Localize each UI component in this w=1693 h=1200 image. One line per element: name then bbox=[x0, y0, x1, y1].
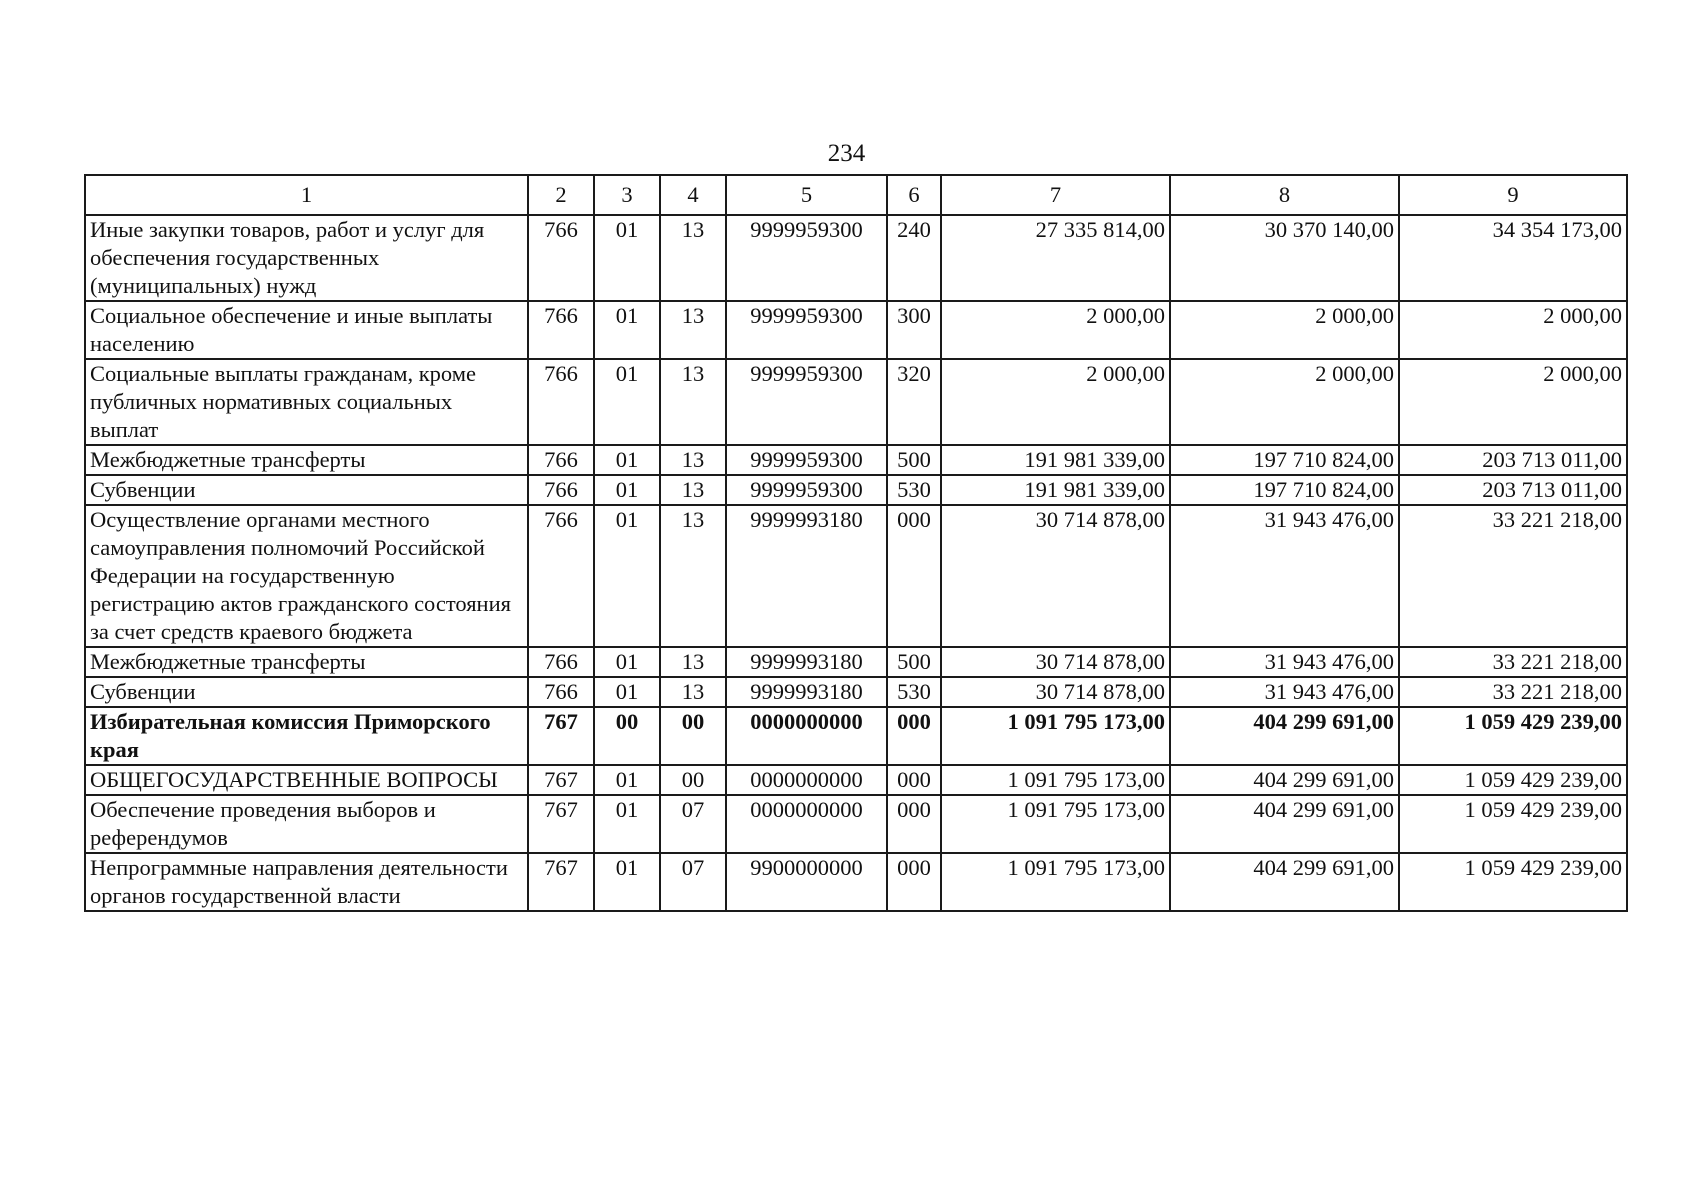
expense-type-cell: 000 bbox=[887, 795, 941, 853]
column-header: 7 bbox=[941, 175, 1170, 215]
amount-cell: 197 710 824,00 bbox=[1170, 475, 1399, 505]
code-cell: 767 bbox=[528, 765, 594, 795]
column-header: 6 bbox=[887, 175, 941, 215]
section-cell: 01 bbox=[594, 505, 660, 647]
amount-cell: 2 000,00 bbox=[941, 359, 1170, 445]
amount-cell: 404 299 691,00 bbox=[1170, 707, 1399, 765]
amount-cell: 27 335 814,00 bbox=[941, 215, 1170, 301]
expense-type-cell: 000 bbox=[887, 707, 941, 765]
column-header: 8 bbox=[1170, 175, 1399, 215]
row-name-cell: Осуществление органами местного самоуправления полномочий Российской Федерации на государственную регистрацию актов гражданского состояния за счет средств краевого бюджета bbox=[85, 505, 528, 647]
target-article-cell: 9999993180 bbox=[726, 677, 887, 707]
code-cell: 766 bbox=[528, 475, 594, 505]
amount-cell: 33 221 218,00 bbox=[1399, 677, 1627, 707]
code-cell: 766 bbox=[528, 505, 594, 647]
section-cell: 01 bbox=[594, 677, 660, 707]
code-cell: 766 bbox=[528, 359, 594, 445]
target-article-cell: 9999993180 bbox=[726, 505, 887, 647]
section-cell: 01 bbox=[594, 475, 660, 505]
table-row bbox=[85, 765, 1627, 795]
amount-cell: 30 714 878,00 bbox=[941, 677, 1170, 707]
budget-table bbox=[84, 174, 1628, 912]
column-header: 5 bbox=[726, 175, 887, 215]
amount-cell: 191 981 339,00 bbox=[941, 445, 1170, 475]
amount-cell: 191 981 339,00 bbox=[941, 475, 1170, 505]
table-row bbox=[85, 505, 1627, 647]
table-row bbox=[85, 475, 1627, 505]
section-cell: 01 bbox=[594, 647, 660, 677]
target-article-cell: 9999959300 bbox=[726, 445, 887, 475]
expense-type-cell: 000 bbox=[887, 505, 941, 647]
table-row bbox=[85, 647, 1627, 677]
expense-type-cell: 530 bbox=[887, 677, 941, 707]
code-cell: 766 bbox=[528, 301, 594, 359]
column-header: 2 bbox=[528, 175, 594, 215]
target-article-cell: 9999959300 bbox=[726, 215, 887, 301]
column-header: 3 bbox=[594, 175, 660, 215]
section-cell: 01 bbox=[594, 853, 660, 911]
target-article-cell: 0000000000 bbox=[726, 707, 887, 765]
column-header: 1 bbox=[85, 175, 528, 215]
amount-cell: 1 059 429 239,00 bbox=[1399, 765, 1627, 795]
amount-cell: 203 713 011,00 bbox=[1399, 445, 1627, 475]
page-number: 234 bbox=[827, 140, 866, 167]
subsection-cell: 13 bbox=[660, 445, 726, 475]
target-article-cell: 0000000000 bbox=[726, 765, 887, 795]
subsection-cell: 13 bbox=[660, 505, 726, 647]
subsection-cell: 13 bbox=[660, 647, 726, 677]
row-name-cell: Субвенции bbox=[85, 475, 528, 505]
amount-cell: 31 943 476,00 bbox=[1170, 677, 1399, 707]
expense-type-cell: 000 bbox=[887, 765, 941, 795]
amount-cell: 30 714 878,00 bbox=[941, 505, 1170, 647]
amount-cell: 33 221 218,00 bbox=[1399, 505, 1627, 647]
amount-cell: 404 299 691,00 bbox=[1170, 853, 1399, 911]
table-row bbox=[85, 445, 1627, 475]
amount-cell: 197 710 824,00 bbox=[1170, 445, 1399, 475]
amount-cell: 404 299 691,00 bbox=[1170, 765, 1399, 795]
amount-cell: 30 370 140,00 bbox=[1170, 215, 1399, 301]
target-article-cell: 9999959300 bbox=[726, 301, 887, 359]
table-row bbox=[85, 215, 1627, 301]
code-cell: 767 bbox=[528, 853, 594, 911]
row-name-cell: ОБЩЕГОСУДАРСТВЕННЫЕ ВОПРОСЫ bbox=[85, 765, 528, 795]
amount-cell: 2 000,00 bbox=[941, 301, 1170, 359]
amount-cell: 404 299 691,00 bbox=[1170, 795, 1399, 853]
amount-cell: 1 091 795 173,00 bbox=[941, 795, 1170, 853]
row-name-cell: Избирательная комиссия Приморского края bbox=[85, 707, 528, 765]
target-article-cell: 0000000000 bbox=[726, 795, 887, 853]
section-cell: 01 bbox=[594, 445, 660, 475]
subsection-cell: 13 bbox=[660, 301, 726, 359]
row-name-cell: Межбюджетные трансферты bbox=[85, 647, 528, 677]
expense-type-cell: 500 bbox=[887, 445, 941, 475]
target-article-cell: 9999959300 bbox=[726, 359, 887, 445]
table-row bbox=[85, 853, 1627, 911]
row-name-cell: Непрограммные направления деятельности органов государственной власти bbox=[85, 853, 528, 911]
amount-cell: 2 000,00 bbox=[1170, 359, 1399, 445]
code-cell: 766 bbox=[528, 445, 594, 475]
amount-cell: 1 059 429 239,00 bbox=[1399, 795, 1627, 853]
amount-cell: 2 000,00 bbox=[1399, 359, 1627, 445]
row-name-cell: Социальное обеспечение и иные выплаты населению bbox=[85, 301, 528, 359]
expense-type-cell: 530 bbox=[887, 475, 941, 505]
expense-type-cell: 000 bbox=[887, 853, 941, 911]
amount-cell: 2 000,00 bbox=[1170, 301, 1399, 359]
amount-cell: 33 221 218,00 bbox=[1399, 647, 1627, 677]
amount-cell: 1 091 795 173,00 bbox=[941, 765, 1170, 795]
section-cell: 01 bbox=[594, 765, 660, 795]
amount-cell: 1 091 795 173,00 bbox=[941, 707, 1170, 765]
table-row bbox=[85, 795, 1627, 853]
target-article-cell: 9900000000 bbox=[726, 853, 887, 911]
subsection-cell: 00 bbox=[660, 765, 726, 795]
code-cell: 766 bbox=[528, 647, 594, 677]
code-cell: 767 bbox=[528, 707, 594, 765]
subsection-cell: 13 bbox=[660, 677, 726, 707]
subsection-cell: 00 bbox=[660, 707, 726, 765]
expense-type-cell: 500 bbox=[887, 647, 941, 677]
row-name-cell: Обеспечение проведения выборов и референдумов bbox=[85, 795, 528, 853]
row-name-cell: Социальные выплаты гражданам, кроме публичных нормативных социальных выплат bbox=[85, 359, 528, 445]
expense-type-cell: 240 bbox=[887, 215, 941, 301]
table-body bbox=[85, 215, 1627, 911]
section-cell: 01 bbox=[594, 795, 660, 853]
target-article-cell: 9999959300 bbox=[726, 475, 887, 505]
amount-cell: 31 943 476,00 bbox=[1170, 647, 1399, 677]
table-row bbox=[85, 677, 1627, 707]
code-cell: 766 bbox=[528, 677, 594, 707]
header-row bbox=[85, 175, 1627, 215]
column-header: 9 bbox=[1399, 175, 1627, 215]
subsection-cell: 13 bbox=[660, 359, 726, 445]
amount-cell: 34 354 173,00 bbox=[1399, 215, 1627, 301]
table-row bbox=[85, 707, 1627, 765]
subsection-cell: 07 bbox=[660, 853, 726, 911]
section-cell: 01 bbox=[594, 359, 660, 445]
row-name-cell: Иные закупки товаров, работ и услуг для обеспечения государственных (муниципальных) нужд bbox=[85, 215, 528, 301]
amount-cell: 30 714 878,00 bbox=[941, 647, 1170, 677]
row-name-cell: Межбюджетные трансферты bbox=[85, 445, 528, 475]
amount-cell: 1 091 795 173,00 bbox=[941, 853, 1170, 911]
column-header: 4 bbox=[660, 175, 726, 215]
expense-type-cell: 320 bbox=[887, 359, 941, 445]
table-row bbox=[85, 301, 1627, 359]
section-cell: 01 bbox=[594, 215, 660, 301]
target-article-cell: 9999993180 bbox=[726, 647, 887, 677]
subsection-cell: 13 bbox=[660, 215, 726, 301]
code-cell: 767 bbox=[528, 795, 594, 853]
section-cell: 01 bbox=[594, 301, 660, 359]
subsection-cell: 13 bbox=[660, 475, 726, 505]
expense-type-cell: 300 bbox=[887, 301, 941, 359]
amount-cell: 31 943 476,00 bbox=[1170, 505, 1399, 647]
section-cell: 00 bbox=[594, 707, 660, 765]
amount-cell: 203 713 011,00 bbox=[1399, 475, 1627, 505]
table-row bbox=[85, 359, 1627, 445]
subsection-cell: 07 bbox=[660, 795, 726, 853]
amount-cell: 1 059 429 239,00 bbox=[1399, 853, 1627, 911]
amount-cell: 2 000,00 bbox=[1399, 301, 1627, 359]
amount-cell: 1 059 429 239,00 bbox=[1399, 707, 1627, 765]
code-cell: 766 bbox=[528, 215, 594, 301]
row-name-cell: Субвенции bbox=[85, 677, 528, 707]
